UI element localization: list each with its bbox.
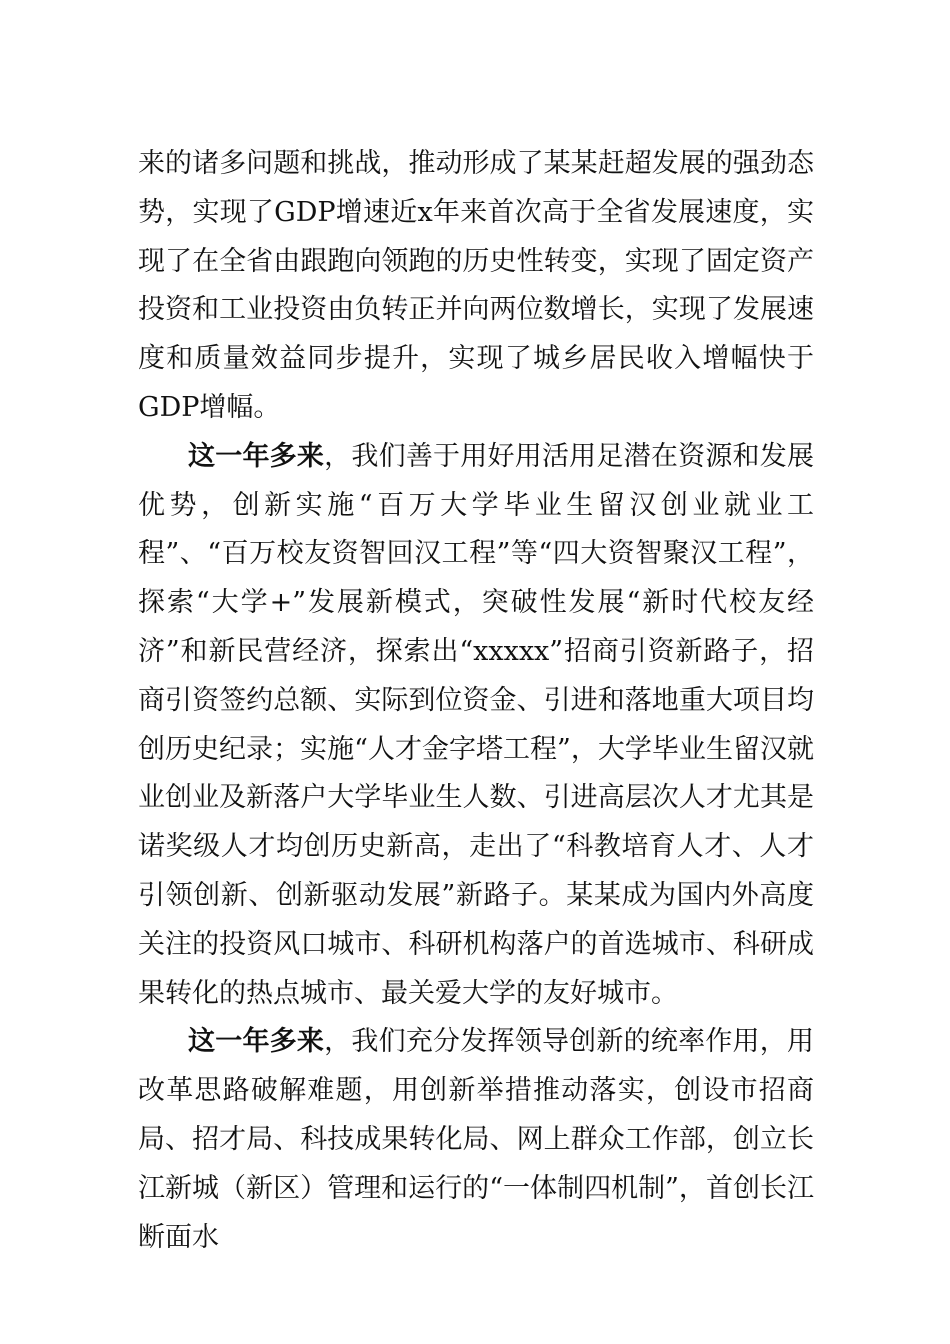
paragraph-lead: 这一年多来 [188, 440, 325, 472]
body-text [138, 140, 814, 1262]
paragraph-lead: 这一年多来 [188, 1026, 325, 1058]
paragraph-text: ，我们充分发挥领导创新的统率作用，用改革思路破解难题，用创新举措推动落实，创设市招商局、招才局、科技成果转化局、网上群众工作部，创立长江新城（新区）管理和运行的“一体制四机制”，首创长江断面水 [138, 1026, 815, 1253]
paragraph-text: ，我们善于用好用活用足潜在资源和发展优势，创新实施“百万大学毕业生留汉创业就业工程”、“百万校友资智回汉工程”等“四大资智聚汉工程”，探索“大学+”发展新模式，突破性发展“新时代校友经济”和新民营经济，探索出“xxxxx”招商引资新路子，招商引资签约总额、实际到位资金、引进和落地重大项目均创历史纪录；实施“人才金字塔工程”，大学毕业生留汉就业创业及新落户大学毕业生人数、引进高层次人才尤其是诺奖级人才均创历史新高，走出了“科教培育人才、人才引领创新、创新驱动发展”新路子。某某成为国内外高度关注的投资风口城市、科研机构落户的首选城市、科研成果转化的热点城市、最关爱大学的友好城市。 [138, 440, 815, 1009]
paragraph-resources [138, 433, 814, 1019]
paragraph-text: 来的诸多问题和挑战，推动形成了某某赶超发展的强劲态势，实现了GDP增速近x年来首次高于全省发展速度，实现了在全省由跟跑向领跑的历史性转变，实现了固定资产投资和工业投资由负转正并向两位数增长，实现了发展速度和质量效益同步提升，实现了城乡居民收入增幅快于GDP增幅。 [138, 148, 814, 423]
paragraph-reform [138, 1018, 814, 1262]
paragraph-continued [138, 140, 814, 433]
